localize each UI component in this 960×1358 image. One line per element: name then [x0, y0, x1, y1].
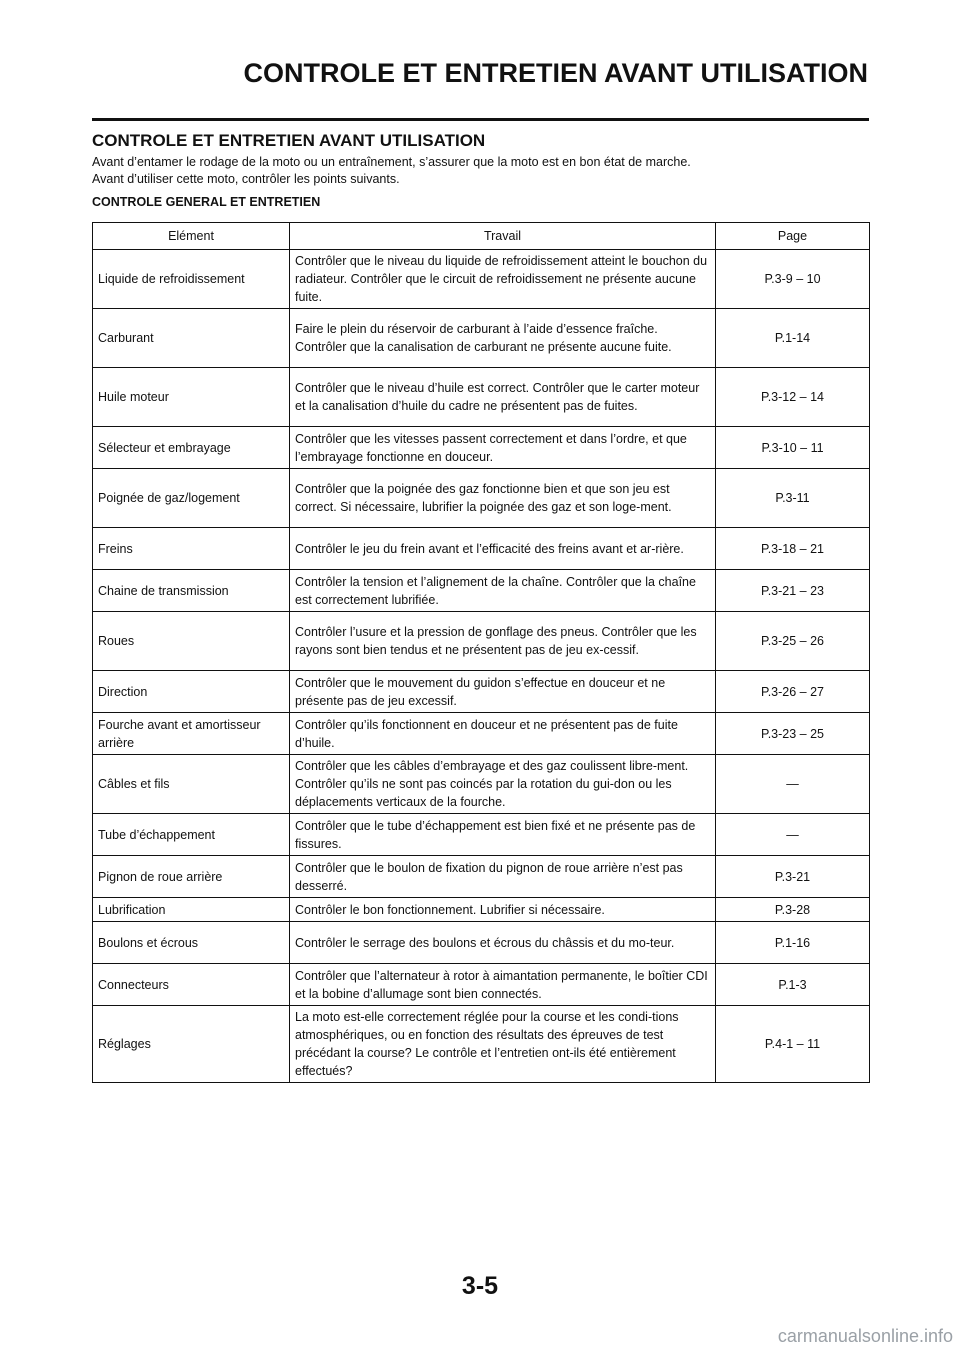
section: [92, 131, 869, 1083]
cell-element: Roues: [93, 612, 290, 671]
table-row: [93, 250, 870, 309]
cell-element: Chaine de transmission: [93, 570, 290, 612]
cell-element: Sélecteur et embrayage: [93, 427, 290, 469]
table-row: [93, 309, 870, 368]
cell-page: P.1-3: [716, 964, 870, 1006]
cell-element: Connecteurs: [93, 964, 290, 1006]
cell-travail: Contrôler que le niveau du liquide de refroidissement atteint le bouchon du radiateur. Contrôler que le circuit de refroidissement ne présente aucune fuite.: [290, 250, 716, 309]
maintenance-table: [92, 222, 870, 1083]
table-row: [93, 964, 870, 1006]
cell-page: P.3-9 – 10: [716, 250, 870, 309]
section-title: CONTROLE ET ENTRETIEN AVANT UTILISATION: [92, 131, 486, 150]
table-row: [93, 671, 870, 713]
cell-page: P.3-12 – 14: [716, 368, 870, 427]
page-number: 3-5: [461, 1272, 499, 1300]
table-row: [93, 612, 870, 671]
cell-page: P.3-23 – 25: [716, 713, 870, 755]
table-row: [93, 469, 870, 528]
cell-travail: La moto est-elle correctement réglée pour la course et les condi-tions atmosphériques, ou en fonction des résultats des épreuves de test précédant la course? Le contrôle et l’entretien ont-ils été entièrement effectués?: [290, 1006, 716, 1083]
cell-page: P.1-16: [716, 922, 870, 964]
cell-travail: Contrôler que l’alternateur à rotor à aimantation permanente, le boîtier CDI et la bobine d’allumage sont bien connectés.: [290, 964, 716, 1006]
cell-page: P.3-10 – 11: [716, 427, 870, 469]
cell-travail: Contrôler que le niveau d’huile est correct. Contrôler que le carter moteur et la canalisation d’huile du cadre ne présentent pas de fuites.: [290, 368, 716, 427]
cell-page: —: [716, 814, 870, 856]
cell-travail: Contrôler le bon fonctionnement. Lubrifier si nécessaire.: [290, 898, 716, 922]
header-page: Page: [716, 223, 870, 250]
cell-travail: Contrôler que le tube d’échappement est bien fixé et ne présente pas de fissures.: [290, 814, 716, 856]
cell-page: P.1-14: [716, 309, 870, 368]
cell-page: —: [716, 755, 870, 814]
cell-page: P.3-21 – 23: [716, 570, 870, 612]
table-subtitle: CONTROLE GENERAL ET ENTRETIEN: [92, 195, 321, 209]
cell-element: Tube d’échappement: [93, 814, 290, 856]
table-row: [93, 528, 870, 570]
cell-element: Câbles et fils: [93, 755, 290, 814]
cell-travail: Contrôler le jeu du frein avant et l’efficacité des freins avant et ar-rière.: [290, 528, 716, 570]
header-rule: [92, 118, 869, 121]
cell-element: Réglages: [93, 1006, 290, 1083]
table-body: [93, 250, 870, 1083]
intro-line-2: Avant d’utiliser cette moto, contrôler les points suivants.: [92, 172, 400, 186]
table-row: [93, 814, 870, 856]
table-row: [93, 1006, 870, 1083]
cell-travail: Contrôler l’usure et la pression de gonflage des pneus. Contrôler que les rayons sont bien tendus et ne présentent pas de jeu ex-cessif.: [290, 612, 716, 671]
table-row: [93, 713, 870, 755]
watermark: carmanualsonline.info: [777, 1326, 953, 1346]
cell-page: P.3-18 – 21: [716, 528, 870, 570]
table-row: [93, 368, 870, 427]
cell-travail: Contrôler la tension et l’alignement de la chaîne. Contrôler que la chaîne est correctement lubrifiée.: [290, 570, 716, 612]
header-element: Elément: [93, 223, 290, 250]
cell-page: P.3-28: [716, 898, 870, 922]
intro-line-1: Avant d’entamer le rodage de la moto ou un entraînement, s’assurer que la moto est en bon état de marche.: [92, 155, 691, 169]
page-header-title: CONTROLE ET ENTRETIEN AVANT UTILISATION: [243, 58, 868, 88]
table-header-row: [93, 223, 870, 250]
cell-element: Fourche avant et amortisseur arrière: [93, 713, 290, 755]
cell-travail: Contrôler qu’ils fonctionnent en douceur et ne présentent pas de fuite d’huile.: [290, 713, 716, 755]
cell-travail: Contrôler le serrage des boulons et écrous du châssis et du mo-teur.: [290, 922, 716, 964]
header-travail: Travail: [290, 223, 716, 250]
cell-element: Freins: [93, 528, 290, 570]
cell-page: P.4-1 – 11: [716, 1006, 870, 1083]
cell-element: Poignée de gaz/logement: [93, 469, 290, 528]
cell-page: P.3-11: [716, 469, 870, 528]
cell-element: Carburant: [93, 309, 290, 368]
table-row: [93, 922, 870, 964]
cell-element: Huile moteur: [93, 368, 290, 427]
table-row: [93, 570, 870, 612]
cell-element: Boulons et écrous: [93, 922, 290, 964]
cell-travail: Faire le plein du réservoir de carburant à l’aide d’essence fraîche. Contrôler que la canalisation de carburant ne présente aucune fuite.: [290, 309, 716, 368]
cell-travail: Contrôler que la poignée des gaz fonctionne bien et que son jeu est correct. Si nécessaire, lubrifier la poignée des gaz et son loge-ment.: [290, 469, 716, 528]
cell-element: Lubrification: [93, 898, 290, 922]
cell-page: P.3-25 – 26: [716, 612, 870, 671]
table-row: [93, 856, 870, 898]
table-row: [93, 755, 870, 814]
cell-travail: Contrôler que les câbles d’embrayage et des gaz coulissent libre-ment. Contrôler qu’ils ne sont pas coincés par la rotation du gui-don ou les déplacements verticaux de la fourche.: [290, 755, 716, 814]
table-row: [93, 427, 870, 469]
cell-element: Pignon de roue arrière: [93, 856, 290, 898]
cell-travail: Contrôler que le mouvement du guidon s’effectue en douceur et ne présente pas de jeu excessif.: [290, 671, 716, 713]
cell-travail: Contrôler que les vitesses passent correctement et dans l’ordre, et que l’embrayage fonctionne en douceur.: [290, 427, 716, 469]
table-row: [93, 898, 870, 922]
cell-travail: Contrôler que le boulon de fixation du pignon de roue arrière n’est pas desserré.: [290, 856, 716, 898]
cell-page: P.3-26 – 27: [716, 671, 870, 713]
cell-page: P.3-21: [716, 856, 870, 898]
cell-element: Direction: [93, 671, 290, 713]
cell-element: Liquide de refroidissement: [93, 250, 290, 309]
